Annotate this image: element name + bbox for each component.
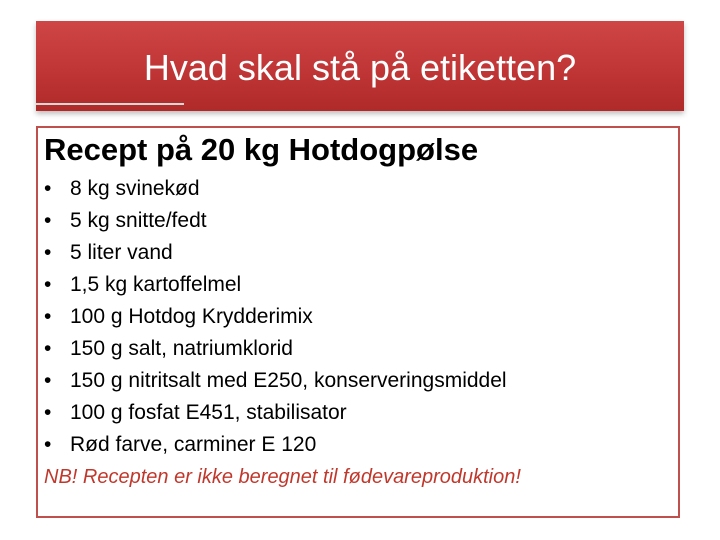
ingredient-text: 150 g salt, natriumklorid — [70, 337, 293, 360]
ingredient-text: 5 kg snitte/fedt — [70, 209, 207, 232]
ingredient-text: 100 g fosfat E451, stabilisator — [70, 401, 347, 424]
bullet-icon: • — [44, 369, 52, 392]
list-item — [44, 333, 507, 365]
list-item — [44, 237, 507, 269]
ingredient-text: 150 g nitritsalt med E250, konserveringsmiddel — [70, 369, 507, 392]
recipe-heading: Recept på 20 kg Hotdogpølse — [44, 132, 479, 167]
ingredient-text: 100 g Hotdog Krydderimix — [70, 305, 313, 328]
bullet-icon: • — [44, 337, 52, 360]
ingredient-list — [44, 173, 507, 461]
ingredient-text: 1,5 kg kartoffelmel — [70, 273, 242, 296]
ingredient-text: 8 kg svinekød — [70, 177, 200, 200]
bullet-icon: • — [44, 305, 52, 328]
list-item — [44, 365, 507, 397]
ingredient-text: 5 liter vand — [70, 241, 173, 264]
bullet-icon: • — [44, 241, 52, 264]
list-item — [44, 205, 507, 237]
list-item — [44, 301, 507, 333]
bullet-icon: • — [44, 401, 52, 424]
list-item — [44, 397, 507, 429]
bullet-icon: • — [44, 209, 52, 232]
list-item — [44, 429, 507, 461]
list-item — [44, 173, 507, 205]
warning-note: NB! Recepten er ikke beregnet til fødevareproduktion! — [44, 466, 521, 488]
bullet-icon: • — [44, 433, 52, 456]
title-underline — [36, 103, 184, 105]
list-item — [44, 269, 507, 301]
slide-title: Hvad skal stå på etiketten? — [143, 47, 577, 88]
ingredient-text: Rød farve, carminer E 120 — [70, 433, 317, 456]
bullet-icon: • — [44, 273, 52, 296]
bullet-icon: • — [44, 177, 52, 200]
